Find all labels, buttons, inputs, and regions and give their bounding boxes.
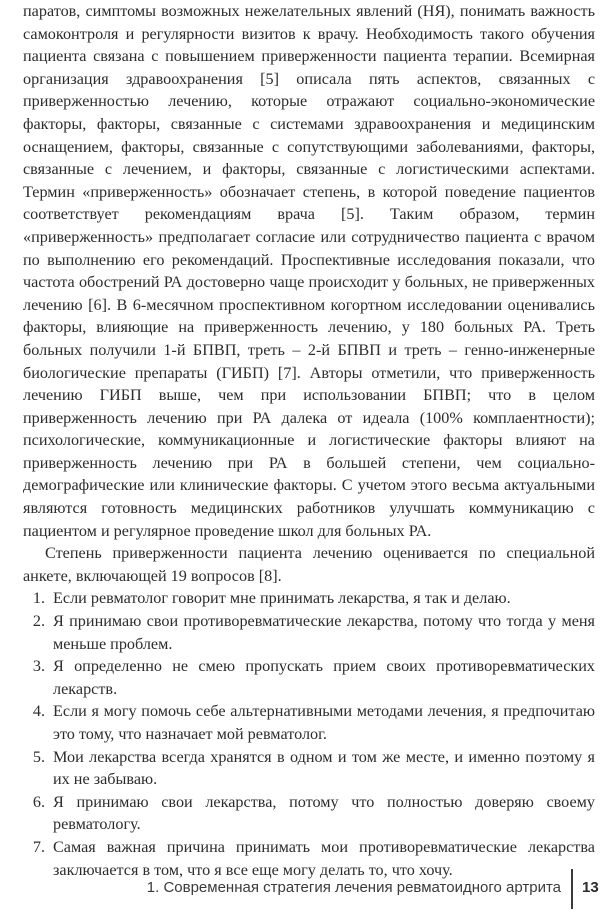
list-item-text: Если я могу помочь себе альтернативными методами лечения, я предпочитаю это тому, что назначает мой ревматолог. <box>53 702 595 743</box>
list-item-text: Я определенно не смею пропускать прием своих противоревматических лекарств. <box>53 657 595 698</box>
list-item-number: 1. <box>32 589 45 608</box>
list-item-text: Самая важная причина принимать мои противоревматические лекарства заключается в том, что я все еще могу делать то, что хочу. <box>53 837 595 879</box>
questionnaire-list <box>23 587 595 881</box>
list-item-text: Я принимаю свои лекарства, потому что полностью доверяю своему ревматологу. <box>53 792 595 834</box>
list-item-number: 7. <box>32 837 45 856</box>
list-item-text: Мои лекарства всегда хранятся в одном и том же месте, и именно поэтому я их не забываю. <box>53 747 595 789</box>
list-item <box>23 700 595 745</box>
list-item-text: Если ревматолог говорит мне принимать лекарства, я так и делаю. <box>53 589 511 608</box>
footer-divider <box>571 869 573 909</box>
list-item-number: 2. <box>32 612 45 631</box>
chapter-title: 1. Современная стратегия лечения ревматоидного артрита <box>146 879 561 896</box>
list-item <box>23 746 595 791</box>
list-item-number: 4. <box>32 702 45 721</box>
list-item-number: 3. <box>32 657 45 676</box>
list-item-text: Я принимаю свои противоревматические лекарства, потому что тогда у меня меньше проблем. <box>53 612 595 653</box>
page-number: 13 <box>582 879 599 896</box>
body-paragraph-1: паратов, симптомы возможных нежелательных явлений (НЯ), понимать важность самоконтроля и регулярности визитов к врачу. Необходимость такого обучения пациента связана с повышением приверженности пациента терапии. Всемирная организация здравоохранения [5] описала пять аспектов, связанных с приверженностью лечению, которые отражают социально-экономические факторы, факторы, связанные с системами здравоохранения и медицинским оснащением, факторы, связанные с сопутствующими заболеваниями, факторы, связанные с лечением, и факторы, связанные с логистическими аспектами. Термин «приверженность» обозначает степень, в которой поведение пациентов соответствует рекомендациям врача [5]. Таким образом, термин «приверженность» предполагает согласие или сотрудничество пациента с врачом по выполнению его рекомендаций. Проспективные исследования показали, что частота обострений РА достоверно чаще происходит у больных, не приверженных лечению [6]. В 6-месячном проспективном когортном исследовании оценивались факторы, влияющие на приверженность лечению, у 180 больных РА. Треть больных получили 1-й БПВП, треть – 2-й БПВП и треть – генно-инженерные биологические препараты (ГИБП) [7]. Авторы отметили, что приверженность лечению ГИБП выше, чем при использовании БПВП; что в целом приверженность лечению при РА далека от идеала (100% комплаентности); психологические, коммуникационные и логистические факторы влияют на приверженность лечению при РА в большей степени, чем социально-демографические или клинические факторы. С учетом этого весьма актуальными являются готовность медицинских работников улучшать коммуникацию с пациентом и регулярное проведение школ для больных РА. <box>23 2 595 540</box>
list-item <box>23 655 595 700</box>
page-footer <box>0 869 611 909</box>
list-item-number: 5. <box>32 747 45 766</box>
body-paragraph-2: Степень приверженности пациента лечению оценивается по специальной анкете, включающей 19 вопросов [8]. <box>23 544 595 585</box>
list-item-number: 6. <box>32 792 45 811</box>
list-item <box>23 791 595 836</box>
page-content <box>23 0 595 881</box>
list-item <box>23 610 595 655</box>
list-item <box>23 587 595 610</box>
